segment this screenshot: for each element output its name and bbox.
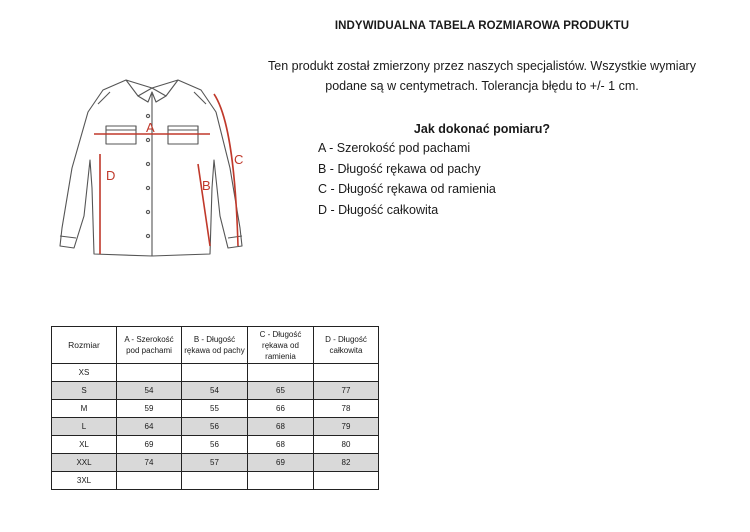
label-b: B [202, 178, 211, 193]
header-b: B - Długość rękawa od pachy [182, 327, 248, 364]
cell-c: 68 [248, 418, 314, 436]
header-a: A - Szerokość pod pachami [117, 327, 182, 364]
size-table [51, 326, 379, 490]
cell-size: XXL [52, 454, 117, 472]
header-d: D - Długość całkowita [314, 327, 379, 364]
label-d: D [106, 168, 116, 183]
cell-size: M [52, 400, 117, 418]
cell-a: 64 [117, 418, 182, 436]
cell-size: 3XL [52, 472, 117, 490]
measurement-lines [94, 94, 238, 254]
howto-heading: Jak dokonać pomiaru? [413, 122, 551, 136]
cell-d: 80 [314, 436, 379, 454]
cell-b: 56 [182, 418, 248, 436]
cell-d: 82 [314, 454, 379, 472]
cell-size: L [52, 418, 117, 436]
table-header-row [52, 327, 379, 364]
cell-c: 69 [248, 454, 314, 472]
cell-c: 66 [248, 400, 314, 418]
cell-b [182, 472, 248, 490]
cell-a [117, 364, 182, 382]
cell-b: 55 [182, 400, 248, 418]
shirt-diagram [48, 68, 258, 260]
cell-a: 54 [117, 382, 182, 400]
cell-b: 56 [182, 436, 248, 454]
cell-a [117, 472, 182, 490]
shirt-outline [60, 80, 242, 256]
header-size: Rozmiar [52, 327, 117, 364]
table-row [52, 436, 379, 454]
cell-b [182, 364, 248, 382]
table-row [52, 364, 379, 382]
table-row [52, 472, 379, 490]
label-a: A [146, 120, 155, 135]
legend-item-d: D - Długość całkowita [318, 202, 439, 217]
cell-a: 74 [117, 454, 182, 472]
measurement-legend [318, 138, 496, 220]
legend-item-b: B - Długość rękawa od pachy [318, 161, 481, 176]
cell-d: 79 [314, 418, 379, 436]
cell-b: 54 [182, 382, 248, 400]
cell-size: XS [52, 364, 117, 382]
table-row [52, 400, 379, 418]
cell-d: 78 [314, 400, 379, 418]
intro-text: Ten produkt został zmierzony przez naszych specjalistów. Wszystkie wymiary podane są w centymetrach. Tolerancja błędu to +/- 1 cm. [268, 59, 696, 93]
cell-a: 59 [117, 400, 182, 418]
legend-item-c: C - Długość rękawa od ramienia [318, 182, 496, 196]
page-title: INDYWIDUALNA TABELA ROZMIAROWA PRODUKTU [334, 20, 630, 32]
cell-a: 69 [117, 436, 182, 454]
cell-c: 65 [248, 382, 314, 400]
cell-size: XL [52, 436, 117, 454]
cell-d [314, 472, 379, 490]
measure-line-b [198, 164, 210, 246]
label-c: C [234, 152, 244, 167]
legend-item-a: A - Szerokość pod pachami [318, 141, 471, 155]
measurement-labels [106, 120, 243, 193]
cell-d [314, 364, 379, 382]
cell-c: 68 [248, 436, 314, 454]
cell-c [248, 364, 314, 382]
header-c: C - Długość rękawa od ramienia [248, 327, 314, 364]
table-row [52, 418, 379, 436]
cell-c [248, 472, 314, 490]
cell-size: S [52, 382, 117, 400]
table-row [52, 382, 379, 400]
cell-b: 57 [182, 454, 248, 472]
cell-d: 77 [314, 382, 379, 400]
table-row [52, 454, 379, 472]
